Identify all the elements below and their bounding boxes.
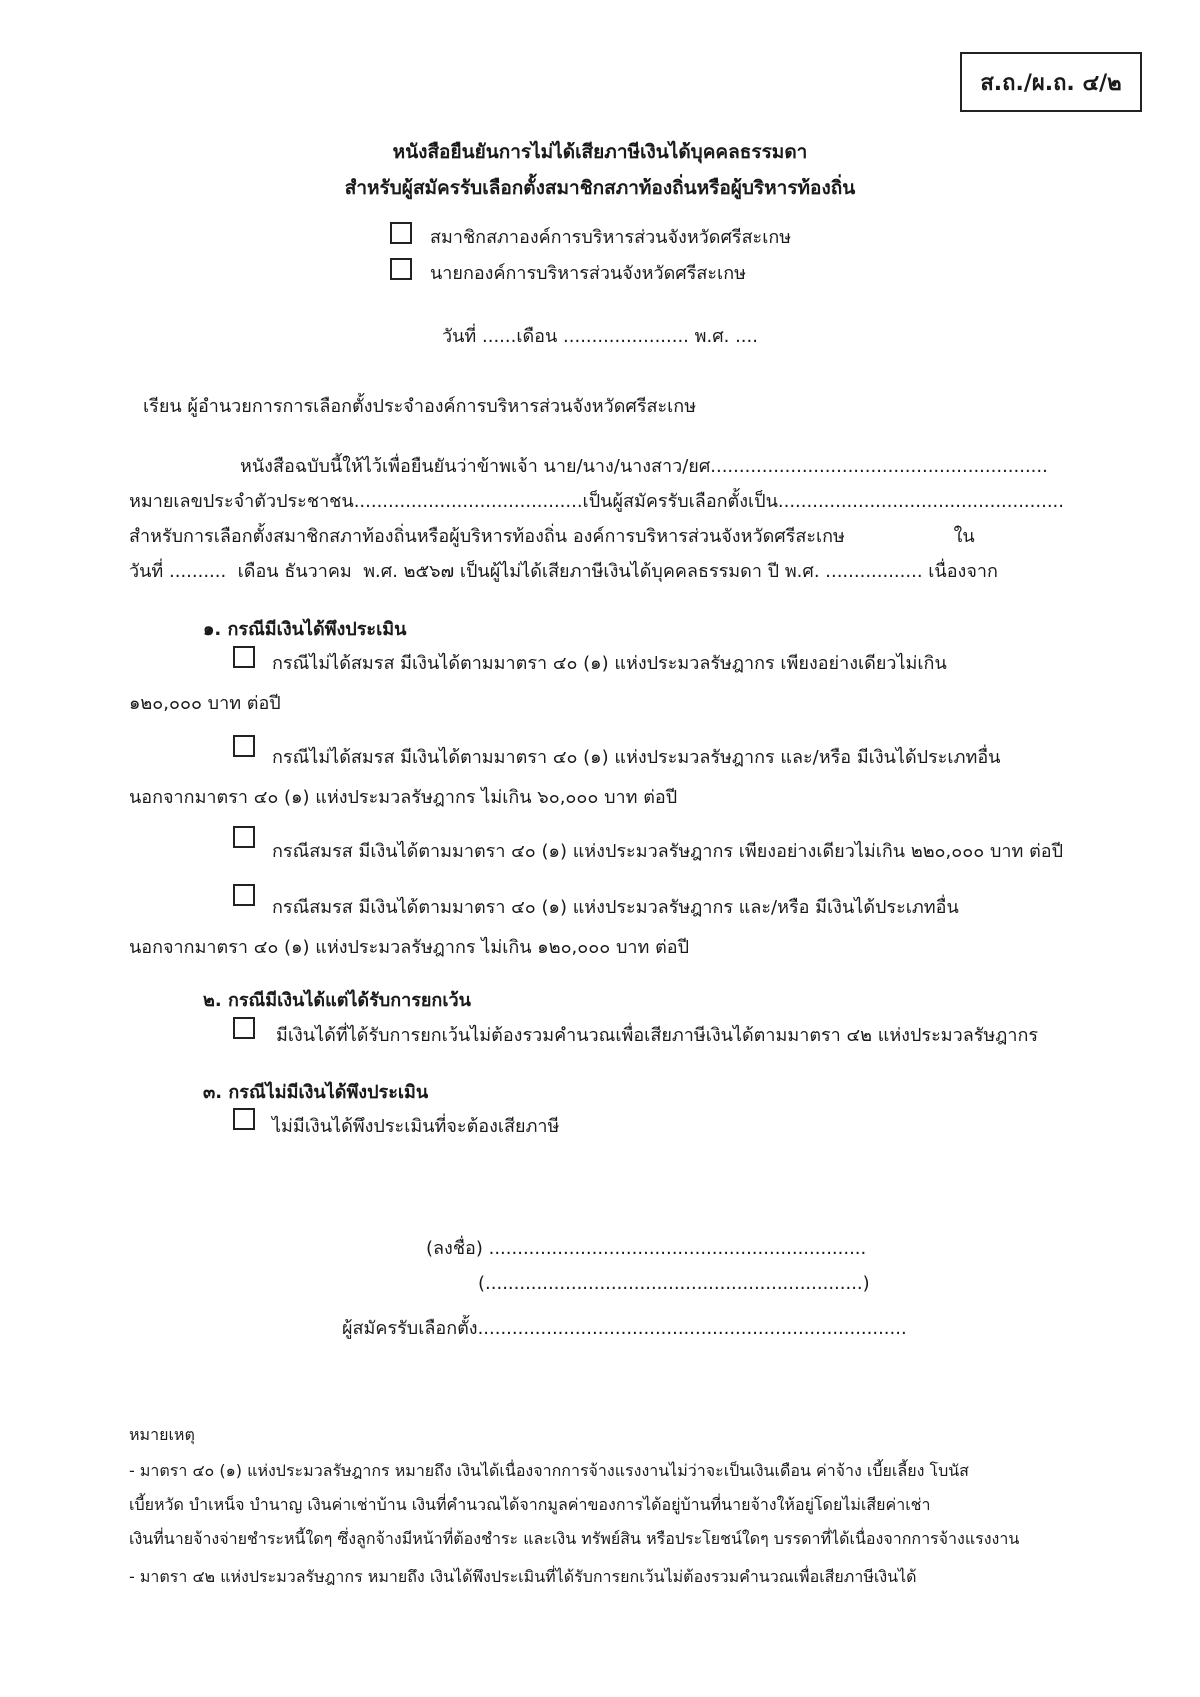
section1-checkbox-1[interactable] <box>233 646 255 668</box>
notes-line-4: - มาตรา ๔๒ แห่งประมวลรัษฎากร หมายถึง เงินได้พึงประเมินที่ได้รับการยกเว้นไม่ต้องรวมคำนวณเพื่อเสียภาษีเงินได้ <box>129 1567 917 1586</box>
section1-option-1-line1: กรณีไม่ได้สมรส มีเงินได้ตามมาตรา ๔๐ (๑) แห่งประมวลรัษฎากร เพียงอย่างเดียวไม่เกิน <box>272 653 947 674</box>
body-line-1: หนังสือฉบับนี้ให้ไว้เพื่อยืนยันว่าข้าพเจ้า นาย/นาง/นางสาว/ยศ........................................................... <box>240 456 1048 477</box>
section1-option-4-line2: นอกจากมาตรา ๔๐ (๑) แห่งประมวลรัษฎากร ไม่เกิน ๑๒๐,๐๐๐ บาท ต่อปี <box>129 937 690 958</box>
section1-option-2-line1: กรณีไม่ได้สมรส มีเงินได้ตามมาตรา ๔๐ (๑) แห่งประมวลรัษฎากร และ/หรือ มีเงินได้ประเภทอื่น <box>272 747 1001 768</box>
body-line-3: สำหรับการเลือกตั้งสมาชิกสภาท้องถิ่นหรือผู้บริหารท้องถิ่น องค์การบริหารส่วนจังหวัดศรีสะเกษ ใน <box>129 526 975 547</box>
body-line-4: วันที่ .......... เดือน ธันวาคม พ.ศ. ๒๕๖๗ เป็นผู้ไม่ได้เสียภาษีเงินได้บุคคลธรรมดา ปี พ.ศ. ................. เนื่องจาก <box>129 561 998 582</box>
section2-option: มีเงินได้ที่ได้รับการยกเว้นไม่ต้องรวมคำนวณเพื่อเสียภาษีเงินได้ตามมาตรา ๔๒ แห่งประมวลรัษฎากร <box>276 1025 1039 1046</box>
candidate-role-line: ผู้สมัครรับเลือกตั้ง........................................................................... <box>342 1318 907 1339</box>
position-checkbox-member[interactable] <box>390 222 412 244</box>
notes-line-3: เงินที่นายจ้างจ่ายชำระหนี้ใดๆ ซึ่งลูกจ้างมีหน้าที่ต้องชำระ และเงิน ทรัพย์สิน หรือประโยชน์ใดๆ บรรดาที่ได้เนื่องจากการจ้างแรงงาน <box>129 1529 1020 1548</box>
section2-checkbox[interactable] <box>233 1017 255 1039</box>
section1-option-3-line1: กรณีสมรส มีเงินได้ตามมาตรา ๔๐ (๑) แห่งประมวลรัษฎากร เพียงอย่างเดียวไม่เกิน ๒๒๐,๐๐๐ บาท ต่อปี <box>272 841 1063 862</box>
position-option-chief: นายกองค์การบริหารส่วนจังหวัดศรีสะเกษ <box>430 263 746 284</box>
notes-line-2: เบี้ยหวัด บำเหน็จ บำนาญ เงินค่าเช่าบ้าน เงินที่คำนวณได้จากมูลค่าของการได้อยู่บ้านที่นายจ้างให้อยู่โดยไม่เสียค่าเช่า <box>129 1495 931 1514</box>
position-option-member: สมาชิกสภาองค์การบริหารส่วนจังหวัดศรีสะเกษ <box>430 227 792 248</box>
printed-name-line: (..................................................................) <box>478 1273 870 1294</box>
section1-option-4-line1: กรณีสมรส มีเงินได้ตามมาตรา ๔๐ (๑) แห่งประมวลรัษฎากร และ/หรือ มีเงินได้ประเภทอื่น <box>272 897 959 918</box>
section3-checkbox[interactable] <box>233 1108 255 1130</box>
section3-heading: ๓. กรณีไม่มีเงินได้พึงประเมิน <box>203 1082 429 1103</box>
section3-option: ไม่มีเงินได้พึงประเมินที่จะต้องเสียภาษี <box>272 1116 560 1137</box>
section1-option-2-line2: นอกจากมาตรา ๔๐ (๑) แห่งประมวลรัษฎากร ไม่เกิน ๖๐,๐๐๐ บาท ต่อปี <box>129 787 678 808</box>
date-line: วันที่ ......เดือน ...................... พ.ศ. .... <box>442 326 758 347</box>
salutation: เรียน ผู้อำนวยการการเลือกตั้งประจำองค์การบริหารส่วนจังหวัดศรีสะเกษ <box>143 396 697 417</box>
position-checkbox-chief[interactable] <box>390 258 412 280</box>
section1-checkbox-2[interactable] <box>233 735 255 757</box>
signature-line: (ลงชื่อ) .................................................................. <box>426 1238 867 1259</box>
document-title: หนังสือยืนยันการไม่ได้เสียภาษีเงินได้บุคคลธรรมดา <box>392 141 808 163</box>
notes-heading: หมายเหตุ <box>129 1425 195 1444</box>
form-code-box <box>960 52 1142 112</box>
body-line-2: หมายเลขประจำตัวประชาชน........................................เป็นผู้สมัครรับเลือกตั้งเป็น.................................................. <box>129 491 1064 512</box>
section1-option-1-line2: ๑๒๐,๐๐๐ บาท ต่อปี <box>129 693 281 714</box>
section1-checkbox-4[interactable] <box>233 884 255 906</box>
document-subtitle: สำหรับผู้สมัครรับเลือกตั้งสมาชิกสภาท้องถิ่นหรือผู้บริหารท้องถิ่น <box>344 177 856 199</box>
section1-heading: ๑. กรณีมีเงินได้พึงประเมิน <box>203 619 407 640</box>
form-code: ส.ถ./ผ.ถ. ๔/๒ <box>980 70 1122 96</box>
notes-line-1: - มาตรา ๔๐ (๑) แห่งประมวลรัษฎากร หมายถึง เงินได้เนื่องจากการจ้างแรงงานไม่ว่าจะเป็นเงินเดือน ค่าจ้าง เบี้ยเลี้ยง โบนัส <box>129 1461 969 1480</box>
section1-checkbox-3[interactable] <box>233 826 255 848</box>
section2-heading: ๒. กรณีมีเงินได้แต่ได้รับการยกเว้น <box>203 990 471 1011</box>
